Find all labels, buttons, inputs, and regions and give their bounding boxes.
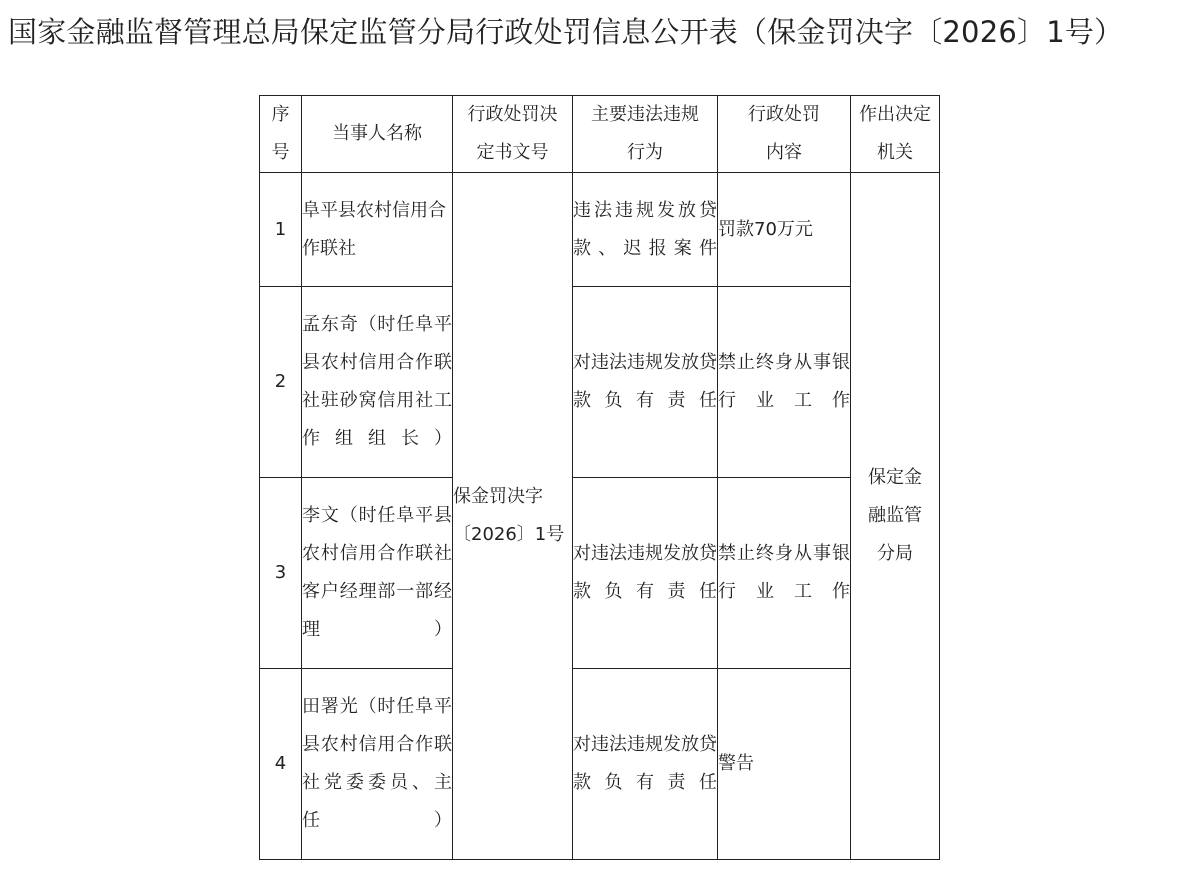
header-violation: 主要违法违规行为 <box>573 96 718 173</box>
row-penalty: 禁止终身从事银行业工作 <box>718 478 851 669</box>
row-penalty: 禁止终身从事银行业工作 <box>718 287 851 478</box>
row-party-name: 阜平县农村信用合作联社 <box>302 173 453 287</box>
row-violation: 违法违规发放贷款、迟报案件 <box>573 173 718 287</box>
header-serial-no: 序号 <box>260 96 302 173</box>
row-party-name: 田署光（时任阜平县农村信用合作联社党委委员、主任） <box>302 669 453 860</box>
table-row <box>260 478 940 669</box>
table-row <box>260 287 940 478</box>
row-serial-no: 1 <box>260 173 302 287</box>
header-party-name: 当事人名称 <box>302 96 453 173</box>
table-row <box>260 173 940 287</box>
row-serial-no: 2 <box>260 287 302 478</box>
table-header-row <box>260 96 940 173</box>
row-serial-no: 4 <box>260 669 302 860</box>
row-party-name: 李文（时任阜平县农村信用合作联社客户经理部一部经理） <box>302 478 453 669</box>
row-violation: 对违法违规发放贷款负有责任 <box>573 478 718 669</box>
table-row <box>260 669 940 860</box>
row-penalty: 警告 <box>718 669 851 860</box>
authority-cell: 保定金融监管分局 <box>851 173 940 860</box>
header-authority: 作出决定机关 <box>851 96 940 173</box>
header-penalty: 行政处罚内容 <box>718 96 851 173</box>
row-penalty: 罚款70万元 <box>718 173 851 287</box>
row-violation: 对违法违规发放贷款负有责任 <box>573 669 718 860</box>
penalty-info-table <box>259 95 940 860</box>
page-title: 国家金融监督管理总局保定监管分局行政处罚信息公开表（保金罚决字〔2026〕1号） <box>8 15 1124 49</box>
row-serial-no: 3 <box>260 478 302 669</box>
header-decision-no: 行政处罚决定书文号 <box>453 96 573 173</box>
decision-number-cell: 保金罚决字〔2026〕1号 <box>453 173 573 860</box>
row-violation: 对违法违规发放贷款负有责任 <box>573 287 718 478</box>
row-party-name: 孟东奇（时任阜平县农村信用合作联社驻砂窝信用社工作组组长） <box>302 287 453 478</box>
